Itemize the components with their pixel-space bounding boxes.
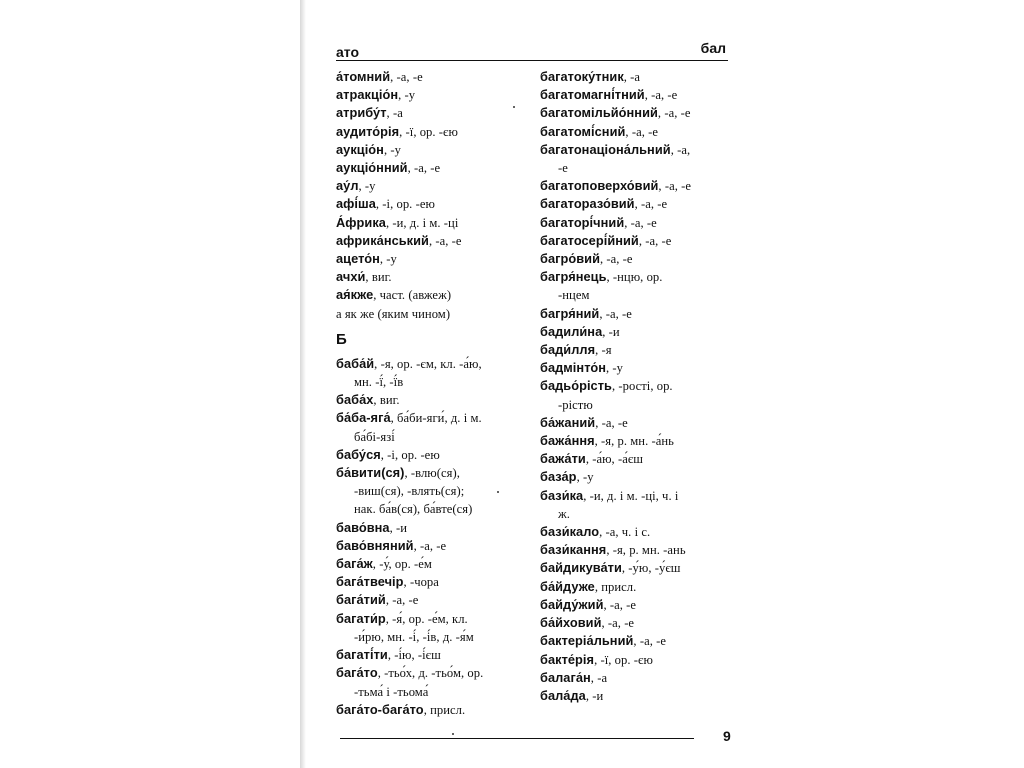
dictionary-entry: багро́вий, -а, -е [540,251,633,267]
dictionary-entry: атрибу́т, -а [336,105,403,121]
dictionary-entry: -е [558,161,568,176]
dictionary-entry: багря́нець, -нцю, ор. [540,269,663,285]
dictionary-entry: ба́вити(ся), -влю(ся), [336,465,460,481]
dictionary-entry: бади́лля, -я [540,342,612,358]
dictionary-entry: аукціо́н, -у [336,141,401,157]
dictionary-entry: бадили́на, -и [540,323,620,339]
header-rule [336,60,728,61]
dictionary-entry: бажа́ння, -я, р. мн. -а́нь [540,433,674,449]
left-column-entries-a [336,68,536,323]
dictionary-entry: ж. [558,506,570,521]
dictionary-entry: бага́то-бага́то, присл. [336,701,466,717]
dictionary-entry: ба́йховий, -а, -е [540,615,635,631]
dictionary-entry: ацето́н, -у [336,251,397,267]
dictionary-entry: бадмінто́н, -у [540,360,623,376]
dictionary-entry: ба́жаний, -а, -е [540,414,628,430]
dictionary-entry: бабу́ся, -і, ор. -ею [336,446,440,462]
left-column-entries-b [336,355,536,719]
right-column-entries [540,68,736,705]
dictionary-entry: багатомі́сний, -а, -е [540,123,658,139]
dictionary-entry: -рістю [558,397,593,412]
left-column [336,68,536,719]
dictionary-entry: бажа́ти, -а́ю, -а́єш [540,451,644,467]
page-edge-shadow [300,0,306,768]
dictionary-entry: багатоповерхо́вий, -а, -е [540,178,691,194]
dictionary-entry: багатосері́йний, -а, -е [540,232,672,248]
dictionary-entry: багати́р, -я́, ор. -е́м, кл. [336,610,468,626]
dictionary-entry: багаторазо́вий, -а, -е [540,196,668,212]
dictionary-entry: атракціо́н, -у [336,87,416,103]
dictionary-entry: бала́да, -и [540,687,604,703]
dictionary-entry: баба́х, виг. [336,392,400,408]
footer-rule [340,738,694,739]
dictionary-entry: багатомагні́тний, -а, -е [540,87,678,103]
dictionary-entry: бактеріа́льний, -а, -е [540,633,666,649]
dictionary-entry: бази́ка, -и, д. і м. -ці, ч. і [540,487,679,503]
dictionary-entry: база́р, -у [540,469,594,485]
dictionary-entry: багатонаціона́льний, -а, [540,141,691,157]
dictionary-entry: багря́ний, -а, -е [540,305,632,321]
dictionary-entry: ая́кже, част. (авжеж) [336,287,452,303]
dictionary-entry: -тьма́ і -тьома́ [354,684,429,699]
right-column [540,68,736,705]
dictionary-entry: бага́ж, -у́, ор. -е́м [336,556,432,572]
dictionary-entry: аукціо́нний, -а, -е [336,160,441,176]
dictionary-entry: бадьо́рість, -рості, ор. [540,378,673,394]
dictionary-entry: бага́твечір, -чора [336,574,439,590]
dictionary-entry: бази́кання, -я, р. мн. -ань [540,542,686,558]
dictionary-entry: ба́бі-язі́ [354,429,395,444]
dictionary-entry: баво́вняний, -а, -е [336,537,447,553]
dictionary-entry: баво́вна, -и [336,519,408,535]
dictionary-entry: -нцем [558,288,590,303]
print-speck [452,733,454,735]
dictionary-entry: А́фрика, -и, д. і м. -ці [336,214,459,230]
dictionary-entry: багаторі́чний, -а, -е [540,214,657,230]
dictionary-entry: байду́жий, -а, -е [540,596,637,612]
page-number: 9 [723,728,731,744]
dictionary-entry: багаті́ти, -і́ю, -і́єш [336,647,441,663]
dictionary-entry: бага́то, -тьо́х, д. -тьо́м, ор. [336,665,484,681]
header-last-word: бал [700,40,726,56]
dictionary-entry: -и́рю, мн. -і́, -і́в, д. -я́м [354,629,474,644]
dictionary-entry: нак. ба́в(ся), ба́вте(ся) [354,502,473,517]
dictionary-entry: афі́ша, -і, ор. -ею [336,196,435,212]
section-letter: Б [336,330,347,348]
dictionary-entry: ба́йдуже, присл. [540,578,637,594]
dictionary-entry: -виш(ся), -влять(ся); [354,484,465,499]
dictionary-entry: байдикува́ти, -у́ю, -у́єш [540,560,681,576]
dictionary-entry: балага́н, -а [540,669,608,685]
dictionary-entry: баба́й, -я, ор. -єм, кл. -а́ю, [336,355,482,371]
dictionary-entry: багатоку́тник, -а [540,69,641,84]
header-first-word: ато [336,44,360,60]
dictionary-entry: африка́нський, -а, -е [336,232,462,248]
dictionary-entry: мн. -ї́, -ї́в [354,375,404,390]
print-speck [497,491,499,493]
running-header [336,40,728,62]
dictionary-entry: багатомільйо́нний, -а, -е [540,105,691,121]
dictionary-entry: ба́ба-яга́, ба́би-яги́, д. і м. [336,410,482,426]
dictionary-entry: аудито́рія, -ї, ор. -єю [336,123,458,139]
dictionary-entry: бази́кало, -а, ч. і с. [540,524,651,540]
dictionary-entry: ау́л, -у [336,178,376,194]
dictionary-entry: бакте́рія, -ї, ор. -єю [540,651,653,667]
dictionary-entry: а́томний, -а, -е [336,69,423,84]
dictionary-entry: бага́тий, -а, -е [336,592,419,608]
print-speck [513,106,515,108]
dictionary-entry: ачхи́, виг. [336,269,392,285]
dictionary-entry: а як же (яким чином) [336,306,451,321]
